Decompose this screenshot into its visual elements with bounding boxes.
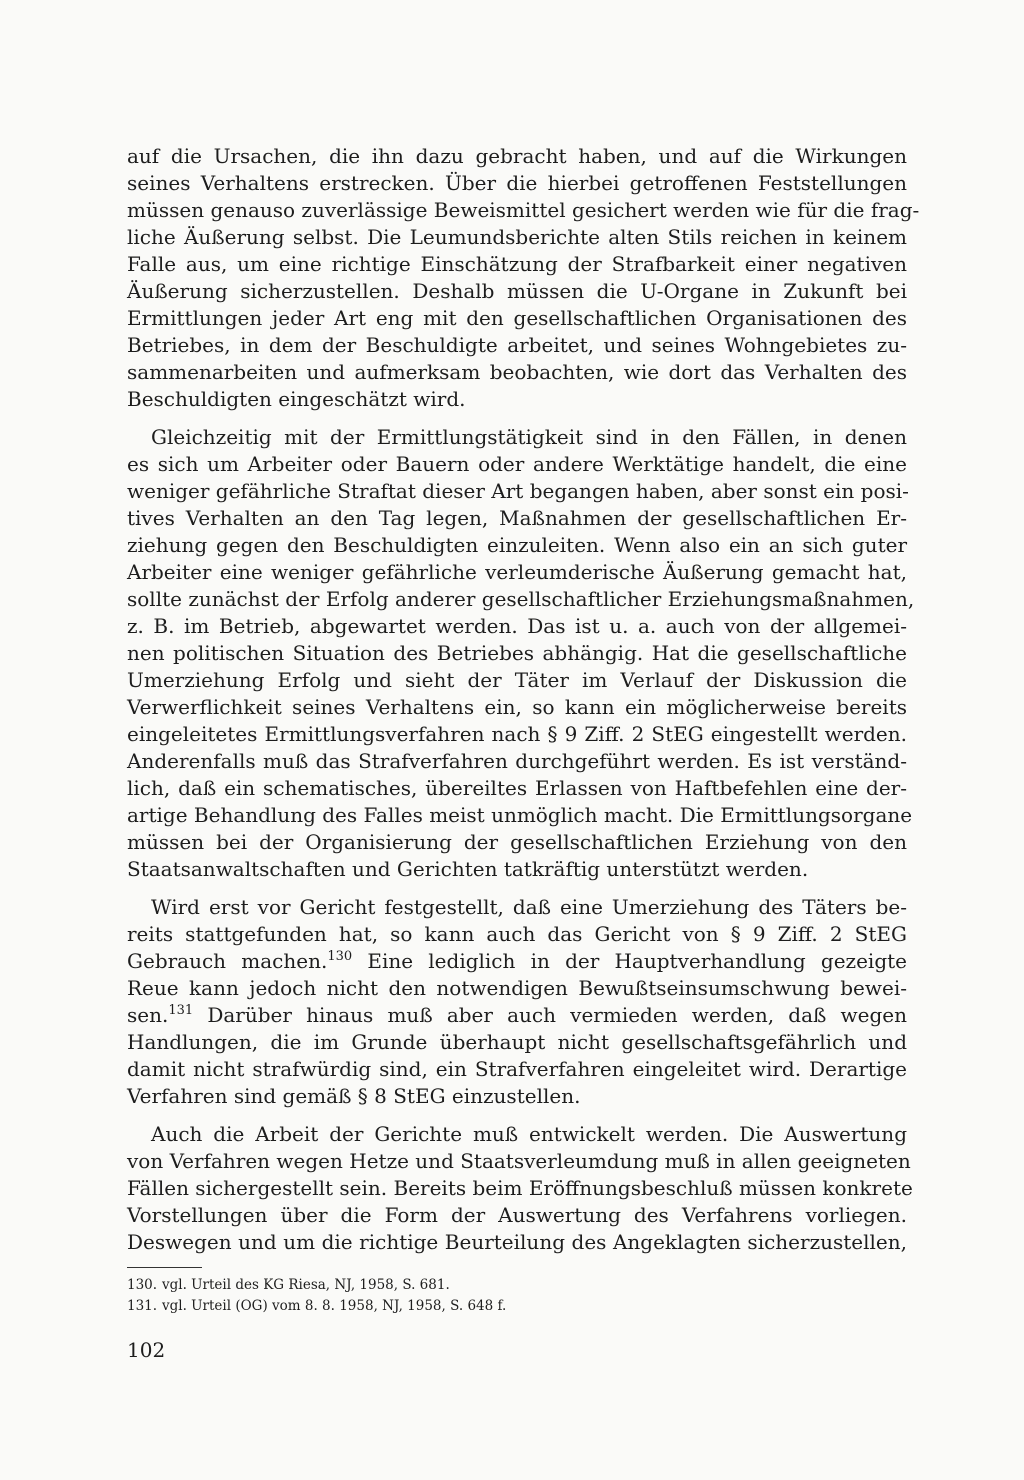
text-line: damit nicht strafwürdig sind, ein Strafverfahren eingeleitet wird. Derartige (127, 1057, 907, 1081)
text-line: es sich um Arbeiter oder Bauern oder andere Werktätige handelt, die eine (127, 452, 907, 476)
text-line: Handlungen, die im Grunde überhaupt nicht gesellschaftsgefährlich und (127, 1030, 907, 1054)
paragraph-2 (127, 424, 915, 883)
text-line: Beschuldigten eingeschätzt wird. (127, 387, 466, 411)
paragraph-4 (127, 1121, 913, 1256)
text-line: Reue kann jedoch nicht den notwendigen Bewußtseinsumschwung bewei- (127, 976, 907, 1000)
text-line: tives Verhalten an den Tag legen, Maßnahmen der gesellschaftlichen Er- (127, 506, 907, 530)
text-line: sollte zunächst der Erfolg anderer gesellschaftlicher Erziehungsmaßnahmen, (127, 587, 915, 611)
text-line: lich, daß ein schematisches, übereiltes Erlassen von Haftbefehlen eine der- (127, 776, 907, 800)
text-line: Verfahren sind gemäß § 8 StEG einzustellen. (127, 1084, 581, 1108)
text-line: Fällen sichergestellt sein. Bereits beim Eröffnungsbeschluß müssen konkrete (127, 1176, 913, 1200)
text-line: Wird erst vor Gericht festgestellt, daß eine Umerziehung des Täters be- (151, 895, 907, 919)
footnote-text: vgl. Urteil (OG) vom 8. 8. 1958, NJ, 1958, S. 648 f. (162, 1298, 507, 1314)
text-line: liche Äußerung selbst. Die Leumundsberichte alten Stils reichen in keinem (127, 225, 907, 249)
text-line: Deswegen und um die richtige Beurteilung des Angeklagten sicherzustellen, (127, 1230, 907, 1254)
text-line (127, 1002, 907, 1029)
text-line: müssen bei der Organisierung der gesellschaftlichen Erziehung von den (127, 830, 907, 854)
text-line: Gleichzeitig mit der Ermittlungstätigkeit sind in den Fällen, in denen (151, 425, 907, 449)
footnote-number: 130. (127, 1277, 158, 1293)
text-line: Anderenfalls muß das Strafverfahren durchgeführt werden. Es ist verständ- (127, 749, 907, 773)
text-line: auf die Ursachen, die ihn dazu gebracht haben, und auf die Wirkungen (127, 144, 907, 168)
paragraph-1 (127, 143, 920, 413)
footnote-ref-131: 131 (168, 1003, 194, 1018)
text-line: Staatsanwaltschaften und Gerichten tatkräftig unterstützt werden. (127, 857, 809, 881)
footnote-130 (127, 1275, 907, 1296)
text-line: z. B. im Betrieb, abgewartet werden. Das ist u. a. auch von der allgemei- (127, 614, 907, 638)
footnote-divider (127, 1267, 202, 1268)
text-fragment: sen. (127, 1003, 169, 1027)
text-line: Falle aus, um eine richtige Einschätzung der Strafbarkeit einer negativen (127, 252, 907, 276)
text-line: nen politischen Situation des Betriebes abhängig. Hat die gesellschaftliche (127, 641, 907, 665)
text-line: müssen genauso zuverlässige Beweismittel gesichert werden wie für die frag- (127, 198, 920, 222)
footnote-number: 131. (127, 1298, 158, 1314)
page-body (127, 143, 920, 1267)
text-line: von Verfahren wegen Hetze und Staatsverleumdung muß in allen geeigneten (127, 1149, 911, 1173)
text-line: reits stattgefunden hat, so kann auch das Gericht von § 9 Ziff. 2 StEG (127, 922, 907, 946)
text-line: eingeleitetes Ermittlungsverfahren nach § 9 Ziff. 2 StEG eingestellt werden. (127, 722, 907, 746)
text-line: Äußerung sicherzustellen. Deshalb müssen die U-Organe in Zukunft bei (127, 279, 907, 303)
text-line: Vorstellungen über die Form der Auswertung des Verfahrens vorliegen. (127, 1203, 907, 1227)
text-line: Betriebes, in dem der Beschuldigte arbeitet, und seines Wohngebietes zu- (127, 333, 907, 357)
text-line: Verwerflichkeit seines Verhaltens ein, so kann ein möglicherweise bereits (127, 695, 907, 719)
footnotes (127, 1275, 907, 1317)
footnote-ref-130: 130 (327, 949, 353, 964)
text-line: seines Verhaltens erstrecken. Über die hierbei getroffenen Feststellungen (127, 171, 907, 195)
text-line: weniger gefährliche Straftat dieser Art begangen haben, aber sonst ein posi- (127, 479, 909, 503)
text-fragment: Gebrauch machen. (127, 949, 328, 973)
text-line: sammenarbeiten und aufmerksam beobachten, wie dort das Verhalten des (127, 360, 907, 384)
text-line (127, 948, 907, 975)
text-line: artige Behandlung des Falles meist unmöglich macht. Die Ermittlungsorgane (127, 803, 913, 827)
text-line: Umerziehung Erfolg und sieht der Täter im Verlauf der Diskussion die (127, 668, 907, 692)
text-line: Auch die Arbeit der Gerichte muß entwickelt werden. Die Auswertung (151, 1122, 907, 1146)
footnote-131 (127, 1296, 907, 1317)
footnote-text: vgl. Urteil des KG Riesa, NJ, 1958, S. 681. (162, 1277, 450, 1293)
text-line: ziehung gegen den Beschuldigten einzuleiten. Wenn also ein an sich guter (127, 533, 907, 557)
text-line: Ermittlungen jeder Art eng mit den gesellschaftlichen Organisationen des (127, 306, 907, 330)
page-number: 102 (127, 1338, 166, 1362)
paragraph-3 (127, 894, 907, 1110)
text-fragment: Eine lediglich in der Hauptverhandlung gezeigte (352, 949, 908, 973)
text-line: Arbeiter eine weniger gefährliche verleumderische Äußerung gemacht hat, (127, 560, 907, 584)
text-fragment: Darüber hinaus muß aber auch vermieden werden, daß wegen (193, 1003, 907, 1027)
